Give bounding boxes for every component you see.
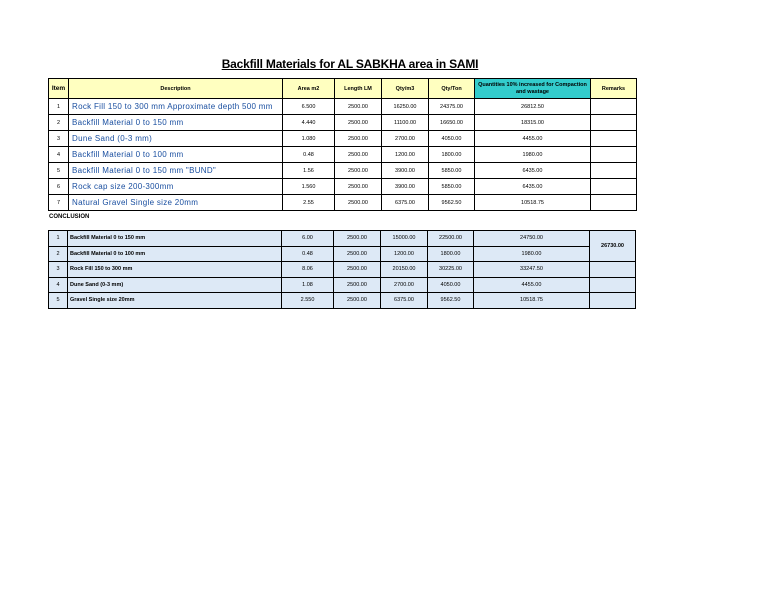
cell-quantities: 33247.50 [474,262,590,278]
cell-length: 2500.00 [335,99,382,115]
table-row [49,99,637,115]
cell-remarks [590,293,636,309]
cell-qty-ton: 5850.00 [429,163,475,179]
document-title: Backfill Materials for AL SABKHA area in SAMI [221,57,479,71]
table-row [49,131,637,147]
cell-quantities: 18315.00 [475,115,591,131]
cell-qty-ton: 24375.00 [429,99,475,115]
cell-quantities: 26812.50 [475,99,591,115]
conclusion-heading: CONCLUSION [49,214,90,220]
table-row [49,147,637,163]
cell-description: Natural Gravel Single size 20mm [69,195,283,211]
cell-qty-ton: 5850.00 [429,179,475,195]
cell-area: 8.06 [282,262,334,278]
cell-qty-ton: 1800.00 [429,147,475,163]
table-row [49,277,636,293]
header-remarks: Remarks [591,79,637,99]
table-row [49,115,637,131]
table-row [49,163,637,179]
cell-remarks [591,163,637,179]
cell-length: 2500.00 [335,131,382,147]
cell-quantities: 6435.00 [475,179,591,195]
cell-area: 6.00 [282,231,334,247]
cell-item: 2 [49,115,69,131]
cell-description: Backfill Material 0 to 150 mm [68,231,282,247]
cell-description: Dune Sand (0-3 mm) [68,277,282,293]
table-row [49,262,636,278]
cell-length: 2500.00 [335,195,382,211]
conclusion-remark-total: 26730.00 [590,231,636,262]
cell-description: Dune Sand (0-3 mm) [69,131,283,147]
cell-item: 3 [49,262,68,278]
cell-qty-m3: 2700.00 [381,277,428,293]
cell-item: 5 [49,163,69,179]
header-description: Description [69,79,283,99]
cell-description: Backfill Material 0 to 150 mm "BUND" [69,163,283,179]
cell-qty-m3: 6375.00 [382,195,429,211]
header-qty-m3: Qty/m3 [382,79,429,99]
header-length: Length LM [335,79,382,99]
cell-area: 6.500 [283,99,335,115]
cell-remarks [591,195,637,211]
cell-length: 2500.00 [334,277,381,293]
cell-area: 0.48 [282,246,334,262]
cell-qty-ton: 16650.00 [429,115,475,131]
cell-description: Rock Fill 150 to 300 mm Approximate depth 500 mm [69,99,283,115]
cell-quantities: 10518.75 [474,293,590,309]
cell-description: Rock Fill 150 to 300 mm [68,262,282,278]
cell-qty-m3: 11100.00 [382,115,429,131]
cell-length: 2500.00 [334,246,381,262]
cell-qty-m3: 16250.00 [382,99,429,115]
header-item: Item [49,79,69,99]
cell-quantities: 4455.00 [475,131,591,147]
cell-length: 2500.00 [334,231,381,247]
cell-area: 4.440 [283,115,335,131]
cell-description: Backfill Material 0 to 150 mm [69,115,283,131]
header-qty-ton: Qty/Ton [429,79,475,99]
cell-description: Rock cap size 200-300mm [69,179,283,195]
cell-length: 2500.00 [335,163,382,179]
cell-qty-m3: 15000.00 [381,231,428,247]
cell-qty-m3: 1200.00 [381,246,428,262]
cell-quantities: 4455.00 [474,277,590,293]
cell-item: 1 [49,231,68,247]
cell-quantities: 6435.00 [475,163,591,179]
cell-remarks [591,99,637,115]
cell-item: 3 [49,131,69,147]
cell-qty-ton: 4050.00 [428,277,474,293]
cell-area: 1.56 [283,163,335,179]
cell-description: Backfill Material 0 to 100 mm [68,246,282,262]
cell-item: 2 [49,246,68,262]
table-row [49,246,636,262]
cell-area: 2.55 [283,195,335,211]
cell-item: 4 [49,147,69,163]
cell-description: Gravel Single size 20mm [68,293,282,309]
cell-quantities: 1980.00 [474,246,590,262]
table-header-row [49,79,637,99]
table-row [49,195,637,211]
cell-qty-ton: 1800.00 [428,246,474,262]
cell-area: 1.080 [283,131,335,147]
header-area: Area m2 [283,79,335,99]
cell-qty-ton: 22500.00 [428,231,474,247]
cell-remarks [591,115,637,131]
cell-qty-m3: 20150.00 [381,262,428,278]
cell-area: 1.08 [282,277,334,293]
cell-length: 2500.00 [335,147,382,163]
cell-area: 2.550 [282,293,334,309]
cell-length: 2500.00 [335,115,382,131]
cell-qty-m3: 3900.00 [382,179,429,195]
cell-qty-ton: 9562.50 [429,195,475,211]
cell-area: 1.560 [283,179,335,195]
cell-remarks [591,147,637,163]
cell-qty-m3: 2700.00 [382,131,429,147]
cell-qty-ton: 4050.00 [429,131,475,147]
cell-remarks [591,131,637,147]
cell-remarks [590,262,636,278]
cell-item: 5 [49,293,68,309]
cell-qty-ton: 30225.00 [428,262,474,278]
cell-item: 4 [49,277,68,293]
table-row [49,231,636,247]
cell-remarks [590,277,636,293]
conclusion-table [48,230,636,309]
cell-description: Backfill Material 0 to 100 mm [69,147,283,163]
cell-item: 1 [49,99,69,115]
cell-qty-ton: 9562.50 [428,293,474,309]
cell-item: 6 [49,179,69,195]
cell-area: 0.48 [283,147,335,163]
cell-item: 7 [49,195,69,211]
cell-quantities: 10518.75 [475,195,591,211]
cell-length: 2500.00 [335,179,382,195]
table-row [49,179,637,195]
cell-length: 2500.00 [334,262,381,278]
cell-qty-m3: 3900.00 [382,163,429,179]
materials-table [48,78,637,211]
header-quantities: Quantities 10% increased for Compaction and wastage [475,79,591,99]
cell-quantities: 24750.00 [474,231,590,247]
cell-remarks [591,179,637,195]
cell-qty-m3: 6375.00 [381,293,428,309]
cell-quantities: 1980.00 [475,147,591,163]
cell-qty-m3: 1200.00 [382,147,429,163]
cell-length: 2500.00 [334,293,381,309]
table-row [49,293,636,309]
